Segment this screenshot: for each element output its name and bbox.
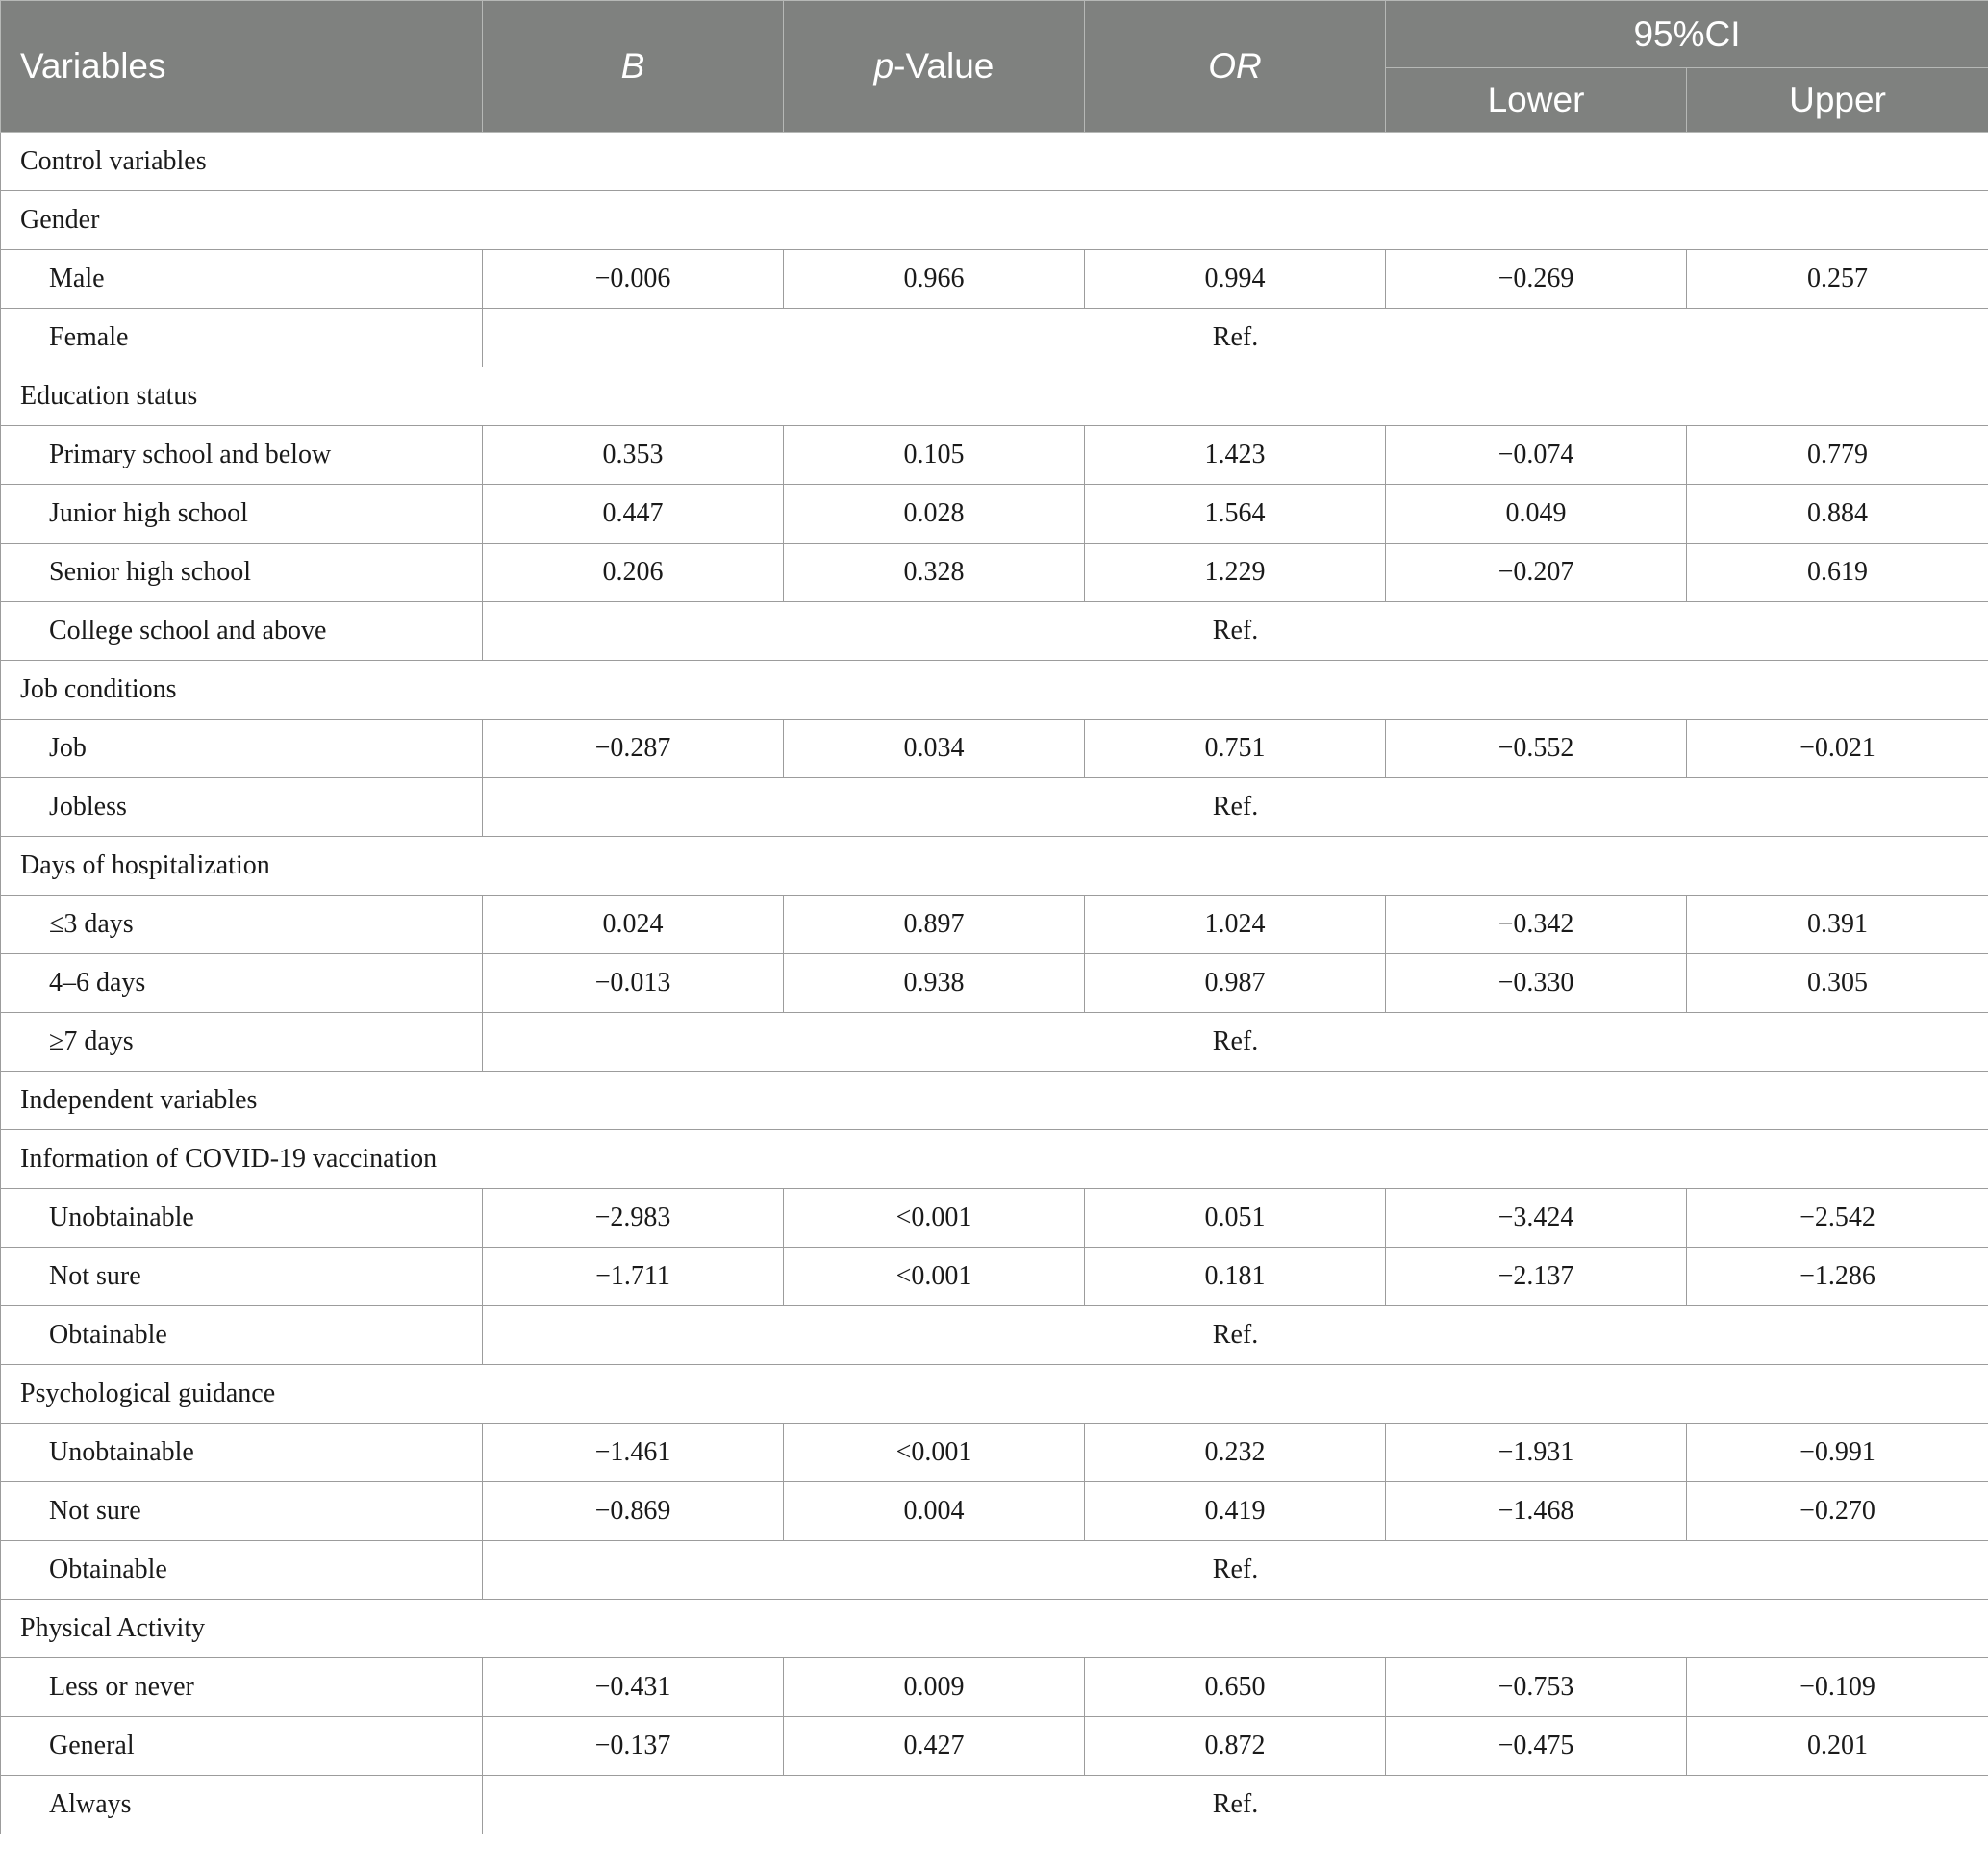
row-label: Less or never bbox=[1, 1658, 483, 1717]
reference-cell: Ref. bbox=[483, 1541, 1988, 1600]
cell-ci-upper: −0.021 bbox=[1687, 720, 1988, 778]
cell-b: −1.461 bbox=[483, 1424, 784, 1482]
cell-or: 0.872 bbox=[1085, 1717, 1386, 1776]
cell-p-value: 0.009 bbox=[784, 1658, 1085, 1717]
cell-p-value: <0.001 bbox=[784, 1424, 1085, 1482]
reference-cell: Ref. bbox=[483, 309, 1988, 367]
cell-or: 0.419 bbox=[1085, 1482, 1386, 1541]
cell-b: −2.983 bbox=[483, 1189, 784, 1248]
reference-cell: Ref. bbox=[483, 602, 1988, 661]
row-label: Obtainable bbox=[1, 1541, 483, 1600]
table-row bbox=[1, 426, 1988, 485]
cell-ci-lower: −1.468 bbox=[1386, 1482, 1687, 1541]
cell-or: 0.650 bbox=[1085, 1658, 1386, 1717]
cell-p-value: 0.105 bbox=[784, 426, 1085, 485]
row-label: Unobtainable bbox=[1, 1189, 483, 1248]
row-label: Not sure bbox=[1, 1482, 483, 1541]
cell-or: 0.181 bbox=[1085, 1248, 1386, 1306]
table-row bbox=[1, 485, 1988, 544]
cell-p-value: 0.028 bbox=[784, 485, 1085, 544]
table-row bbox=[1, 1248, 1988, 1306]
cell-b: −0.287 bbox=[483, 720, 784, 778]
cell-b: −0.137 bbox=[483, 1717, 784, 1776]
cell-or: 1.423 bbox=[1085, 426, 1386, 485]
table-row bbox=[1, 1189, 1988, 1248]
cell-p-value: 0.966 bbox=[784, 250, 1085, 309]
cell-b: 0.024 bbox=[483, 896, 784, 954]
row-label: Always bbox=[1, 1776, 483, 1834]
row-label: Obtainable bbox=[1, 1306, 483, 1365]
table-row bbox=[1, 1424, 1988, 1482]
table-header bbox=[1, 1, 1988, 133]
header-p-rest: -Value bbox=[893, 46, 994, 86]
header-b: B bbox=[483, 1, 784, 133]
section-row bbox=[1, 1600, 1988, 1658]
section-label: Control variables bbox=[1, 133, 1988, 191]
cell-ci-upper: 0.305 bbox=[1687, 954, 1988, 1013]
cell-ci-lower: −0.342 bbox=[1386, 896, 1687, 954]
section-label: Psychological guidance bbox=[1, 1365, 1988, 1424]
row-label: Female bbox=[1, 309, 483, 367]
row-label: 4–6 days bbox=[1, 954, 483, 1013]
section-row bbox=[1, 837, 1988, 896]
row-label: Job bbox=[1, 720, 483, 778]
header-p-value bbox=[784, 1, 1085, 133]
reference-row bbox=[1, 309, 1988, 367]
cell-or: 1.229 bbox=[1085, 544, 1386, 602]
table-row bbox=[1, 896, 1988, 954]
table-row bbox=[1, 720, 1988, 778]
cell-b: 0.447 bbox=[483, 485, 784, 544]
cell-ci-upper: −0.270 bbox=[1687, 1482, 1988, 1541]
cell-or: 0.232 bbox=[1085, 1424, 1386, 1482]
row-label: Not sure bbox=[1, 1248, 483, 1306]
cell-p-value: 0.427 bbox=[784, 1717, 1085, 1776]
cell-or: 0.994 bbox=[1085, 250, 1386, 309]
section-row bbox=[1, 133, 1988, 191]
reference-row bbox=[1, 1013, 1988, 1072]
cell-ci-lower: −0.269 bbox=[1386, 250, 1687, 309]
header-p-italic: p bbox=[873, 46, 894, 86]
cell-ci-lower: −1.931 bbox=[1386, 1424, 1687, 1482]
cell-b: 0.206 bbox=[483, 544, 784, 602]
table-row bbox=[1, 1658, 1988, 1717]
cell-p-value: 0.034 bbox=[784, 720, 1085, 778]
table-row bbox=[1, 954, 1988, 1013]
cell-ci-upper: −0.109 bbox=[1687, 1658, 1988, 1717]
reference-row bbox=[1, 1541, 1988, 1600]
cell-ci-lower: −0.753 bbox=[1386, 1658, 1687, 1717]
cell-ci-upper: 0.619 bbox=[1687, 544, 1988, 602]
reference-row bbox=[1, 602, 1988, 661]
cell-b: 0.353 bbox=[483, 426, 784, 485]
cell-ci-upper: −2.542 bbox=[1687, 1189, 1988, 1248]
cell-ci-upper: −0.991 bbox=[1687, 1424, 1988, 1482]
cell-p-value: 0.328 bbox=[784, 544, 1085, 602]
section-label: Physical Activity bbox=[1, 1600, 1988, 1658]
section-row bbox=[1, 661, 1988, 720]
header-or: OR bbox=[1085, 1, 1386, 133]
row-label: Jobless bbox=[1, 778, 483, 837]
reference-row bbox=[1, 1306, 1988, 1365]
section-label: Education status bbox=[1, 367, 1988, 426]
cell-ci-lower: −3.424 bbox=[1386, 1189, 1687, 1248]
cell-ci-lower: −0.330 bbox=[1386, 954, 1687, 1013]
section-label: Job conditions bbox=[1, 661, 1988, 720]
cell-p-value: 0.897 bbox=[784, 896, 1085, 954]
cell-ci-lower: −0.552 bbox=[1386, 720, 1687, 778]
section-row bbox=[1, 1072, 1988, 1130]
row-label: Male bbox=[1, 250, 483, 309]
row-label: ≥7 days bbox=[1, 1013, 483, 1072]
cell-or: 0.751 bbox=[1085, 720, 1386, 778]
cell-ci-lower: −0.475 bbox=[1386, 1717, 1687, 1776]
reference-cell: Ref. bbox=[483, 778, 1988, 837]
cell-ci-upper: 0.391 bbox=[1687, 896, 1988, 954]
header-variables: Variables bbox=[1, 1, 483, 133]
reference-cell: Ref. bbox=[483, 1013, 1988, 1072]
cell-p-value: 0.004 bbox=[784, 1482, 1085, 1541]
cell-ci-upper: 0.201 bbox=[1687, 1717, 1988, 1776]
reference-row bbox=[1, 1776, 1988, 1834]
table-body bbox=[1, 133, 1988, 1834]
cell-ci-upper: −1.286 bbox=[1687, 1248, 1988, 1306]
cell-or: 1.564 bbox=[1085, 485, 1386, 544]
section-row bbox=[1, 1130, 1988, 1189]
table-row bbox=[1, 1717, 1988, 1776]
cell-ci-upper: 0.884 bbox=[1687, 485, 1988, 544]
cell-p-value: 0.938 bbox=[784, 954, 1085, 1013]
cell-b: −1.711 bbox=[483, 1248, 784, 1306]
cell-p-value: <0.001 bbox=[784, 1189, 1085, 1248]
header-upper: Upper bbox=[1687, 68, 1988, 133]
row-label: College school and above bbox=[1, 602, 483, 661]
reference-row bbox=[1, 778, 1988, 837]
cell-or: 1.024 bbox=[1085, 896, 1386, 954]
header-ci: 95%CI bbox=[1386, 1, 1988, 68]
cell-ci-lower: 0.049 bbox=[1386, 485, 1687, 544]
cell-p-value: <0.001 bbox=[784, 1248, 1085, 1306]
cell-ci-lower: −2.137 bbox=[1386, 1248, 1687, 1306]
section-row bbox=[1, 367, 1988, 426]
section-label: Gender bbox=[1, 191, 1988, 250]
row-label: ≤3 days bbox=[1, 896, 483, 954]
section-label: Information of COVID-19 vaccination bbox=[1, 1130, 1988, 1189]
cell-ci-lower: −0.207 bbox=[1386, 544, 1687, 602]
reference-cell: Ref. bbox=[483, 1776, 1988, 1834]
section-row bbox=[1, 1365, 1988, 1424]
table-row bbox=[1, 544, 1988, 602]
row-label: Unobtainable bbox=[1, 1424, 483, 1482]
cell-or: 0.987 bbox=[1085, 954, 1386, 1013]
row-label: General bbox=[1, 1717, 483, 1776]
cell-b: −0.006 bbox=[483, 250, 784, 309]
header-lower: Lower bbox=[1386, 68, 1687, 133]
section-label: Days of hospitalization bbox=[1, 837, 1988, 896]
cell-ci-lower: −0.074 bbox=[1386, 426, 1687, 485]
cell-ci-upper: 0.257 bbox=[1687, 250, 1988, 309]
cell-b: −0.869 bbox=[483, 1482, 784, 1541]
cell-b: −0.013 bbox=[483, 954, 784, 1013]
table-row bbox=[1, 250, 1988, 309]
section-label: Independent variables bbox=[1, 1072, 1988, 1130]
row-label: Junior high school bbox=[1, 485, 483, 544]
row-label: Primary school and below bbox=[1, 426, 483, 485]
reference-cell: Ref. bbox=[483, 1306, 1988, 1365]
section-row bbox=[1, 191, 1988, 250]
cell-ci-upper: 0.779 bbox=[1687, 426, 1988, 485]
table-row bbox=[1, 1482, 1988, 1541]
row-label: Senior high school bbox=[1, 544, 483, 602]
cell-b: −0.431 bbox=[483, 1658, 784, 1717]
cell-or: 0.051 bbox=[1085, 1189, 1386, 1248]
